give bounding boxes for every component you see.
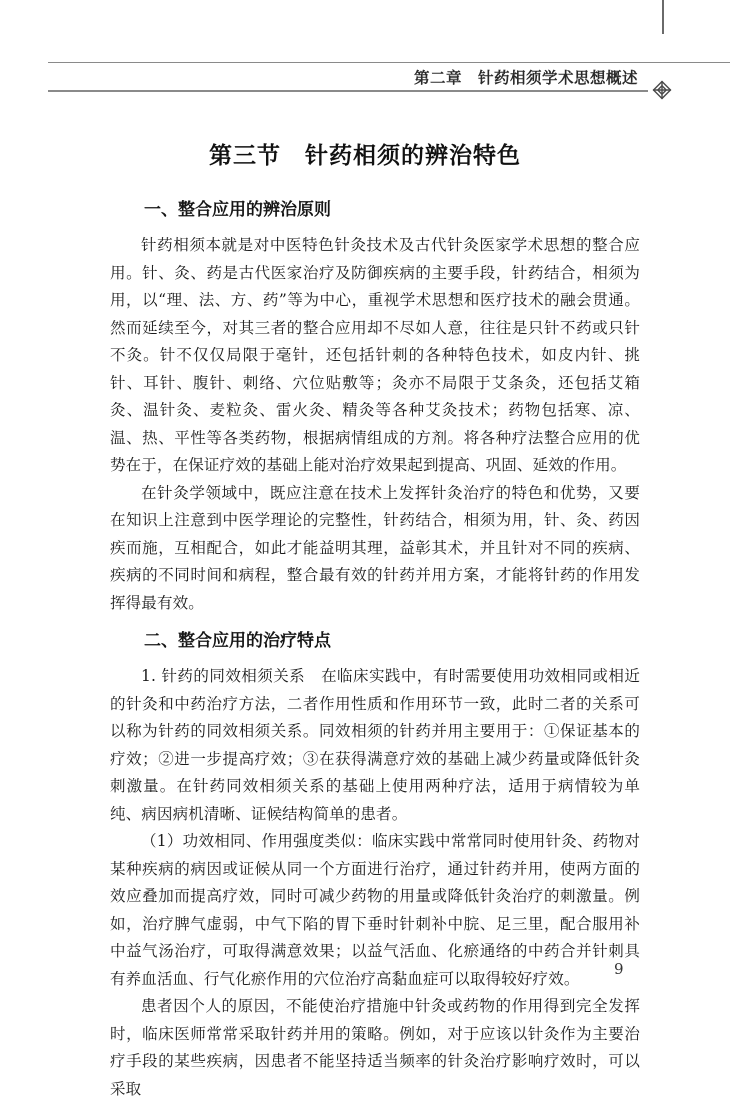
section-title: 第三节 针药相须的辨治特色: [209, 143, 521, 169]
subsection-heading: 二、整合应用的治疗特点: [144, 631, 331, 651]
paragraph-text: 在临床实践中，有时需要使用功效相同或相近的针灸和中药治疗方法，二者作用性质和作用环节一致，此时二者的关系可以称为针药的同效相须关系。同效相须的针药并用主要用于：①保证基本的疗效；②进一步提高疗效；③在获得满意疗效的基础上减少药量或降低针灸刺激量。在针药同效相须关系的基础上使用两种疗法，适用于病情较为单纯、病因病机清晰、证候结构简单的患者。: [110, 667, 640, 823]
running-head: 第二章 针药相须学术思想概述: [413, 69, 638, 87]
page-number: 9: [614, 960, 624, 978]
body-paragraph: 在针灸学领域中，既应注意在技术上发挥针灸治疗的特色和优势，又要在知识上注意到中医学理论的完整性，针药结合，相须为用，针、灸、药因疾而施，互相配合，如此才能益明其理，益彰其术，并且针对不同的疾病、疾病的不同时间和病程，整合最有效的针药并用方案，才能将针药的作用发挥得最有效。: [110, 483, 640, 612]
top-margin-rule: [662, 0, 664, 34]
page-body: [110, 196, 640, 1103]
header-rule-bottom: [48, 90, 648, 92]
body-paragraph: 针药相须本就是对中医特色针灸技术及古代针灸医家学术思想的整合应用。针、灸、药是古代医家治疗及防御疾病的主要手段，针药结合，相须为用，以“理、法、方、药”等为中心，重视学术思想和医疗技术的融会贯通。然而延续至今，对其三者的整合应用却不尽如人意，往往是只针不药或只针不灸。针不仅仅局限于毫针，还包括针刺的各种特色技术，如皮内针、挑针、耳针、腹针、刺络、穴位贴敷等；灸亦不局限于艾条灸，还包括艾箱灸、温针灸、麦粒灸、雷火灸、精灸等各种艾灸技术；药物包括寒、凉、温、热、平性等各类药物，根据病情组成的方剂。将各种疗法整合应用的优势在于，在保证疗效的基础上能对治疗效果起到提高、巩固、延效的作用。: [110, 236, 640, 474]
body-paragraph: （1）功效相同、作用强度类似：临床实践中常常同时使用针灸、药物对某种疾病的病因或证候从同一个方面进行治疗，通过针药并用，使两方面的效应叠加而提高疗效，同时可减少药物的用量或降低针灸治疗的刺激量。例如，治疗脾气虚弱，中气下陷的胃下垂时针刺补中脘、足三里，配合服用补中益气汤治疗，可取得满意效果；以益气活血、化瘀通络的中药合并针刺具有养血活血、行气化瘀作用的穴位治疗高黏血症可以取得较好疗效。: [110, 832, 640, 988]
body-paragraph: [110, 663, 640, 828]
body-paragraph: 患者因个人的原因，不能使治疗措施中针灸或药物的作用得到完全发挥时，临床医师常常采取针药并用的策略。例如，对于应该以针灸作为主要治疗手段的某些疾病，因患者不能坚持适当频率的针灸治疗影响疗效时，可以采取: [110, 997, 640, 1098]
spacer: [110, 617, 640, 627]
knot-ornament-icon: [650, 78, 674, 102]
numbered-lead: 1. 针药的同效相须关系: [141, 667, 306, 685]
subsection-heading: 一、整合应用的辨治原则: [144, 200, 331, 220]
header-rule-top: [48, 62, 730, 63]
